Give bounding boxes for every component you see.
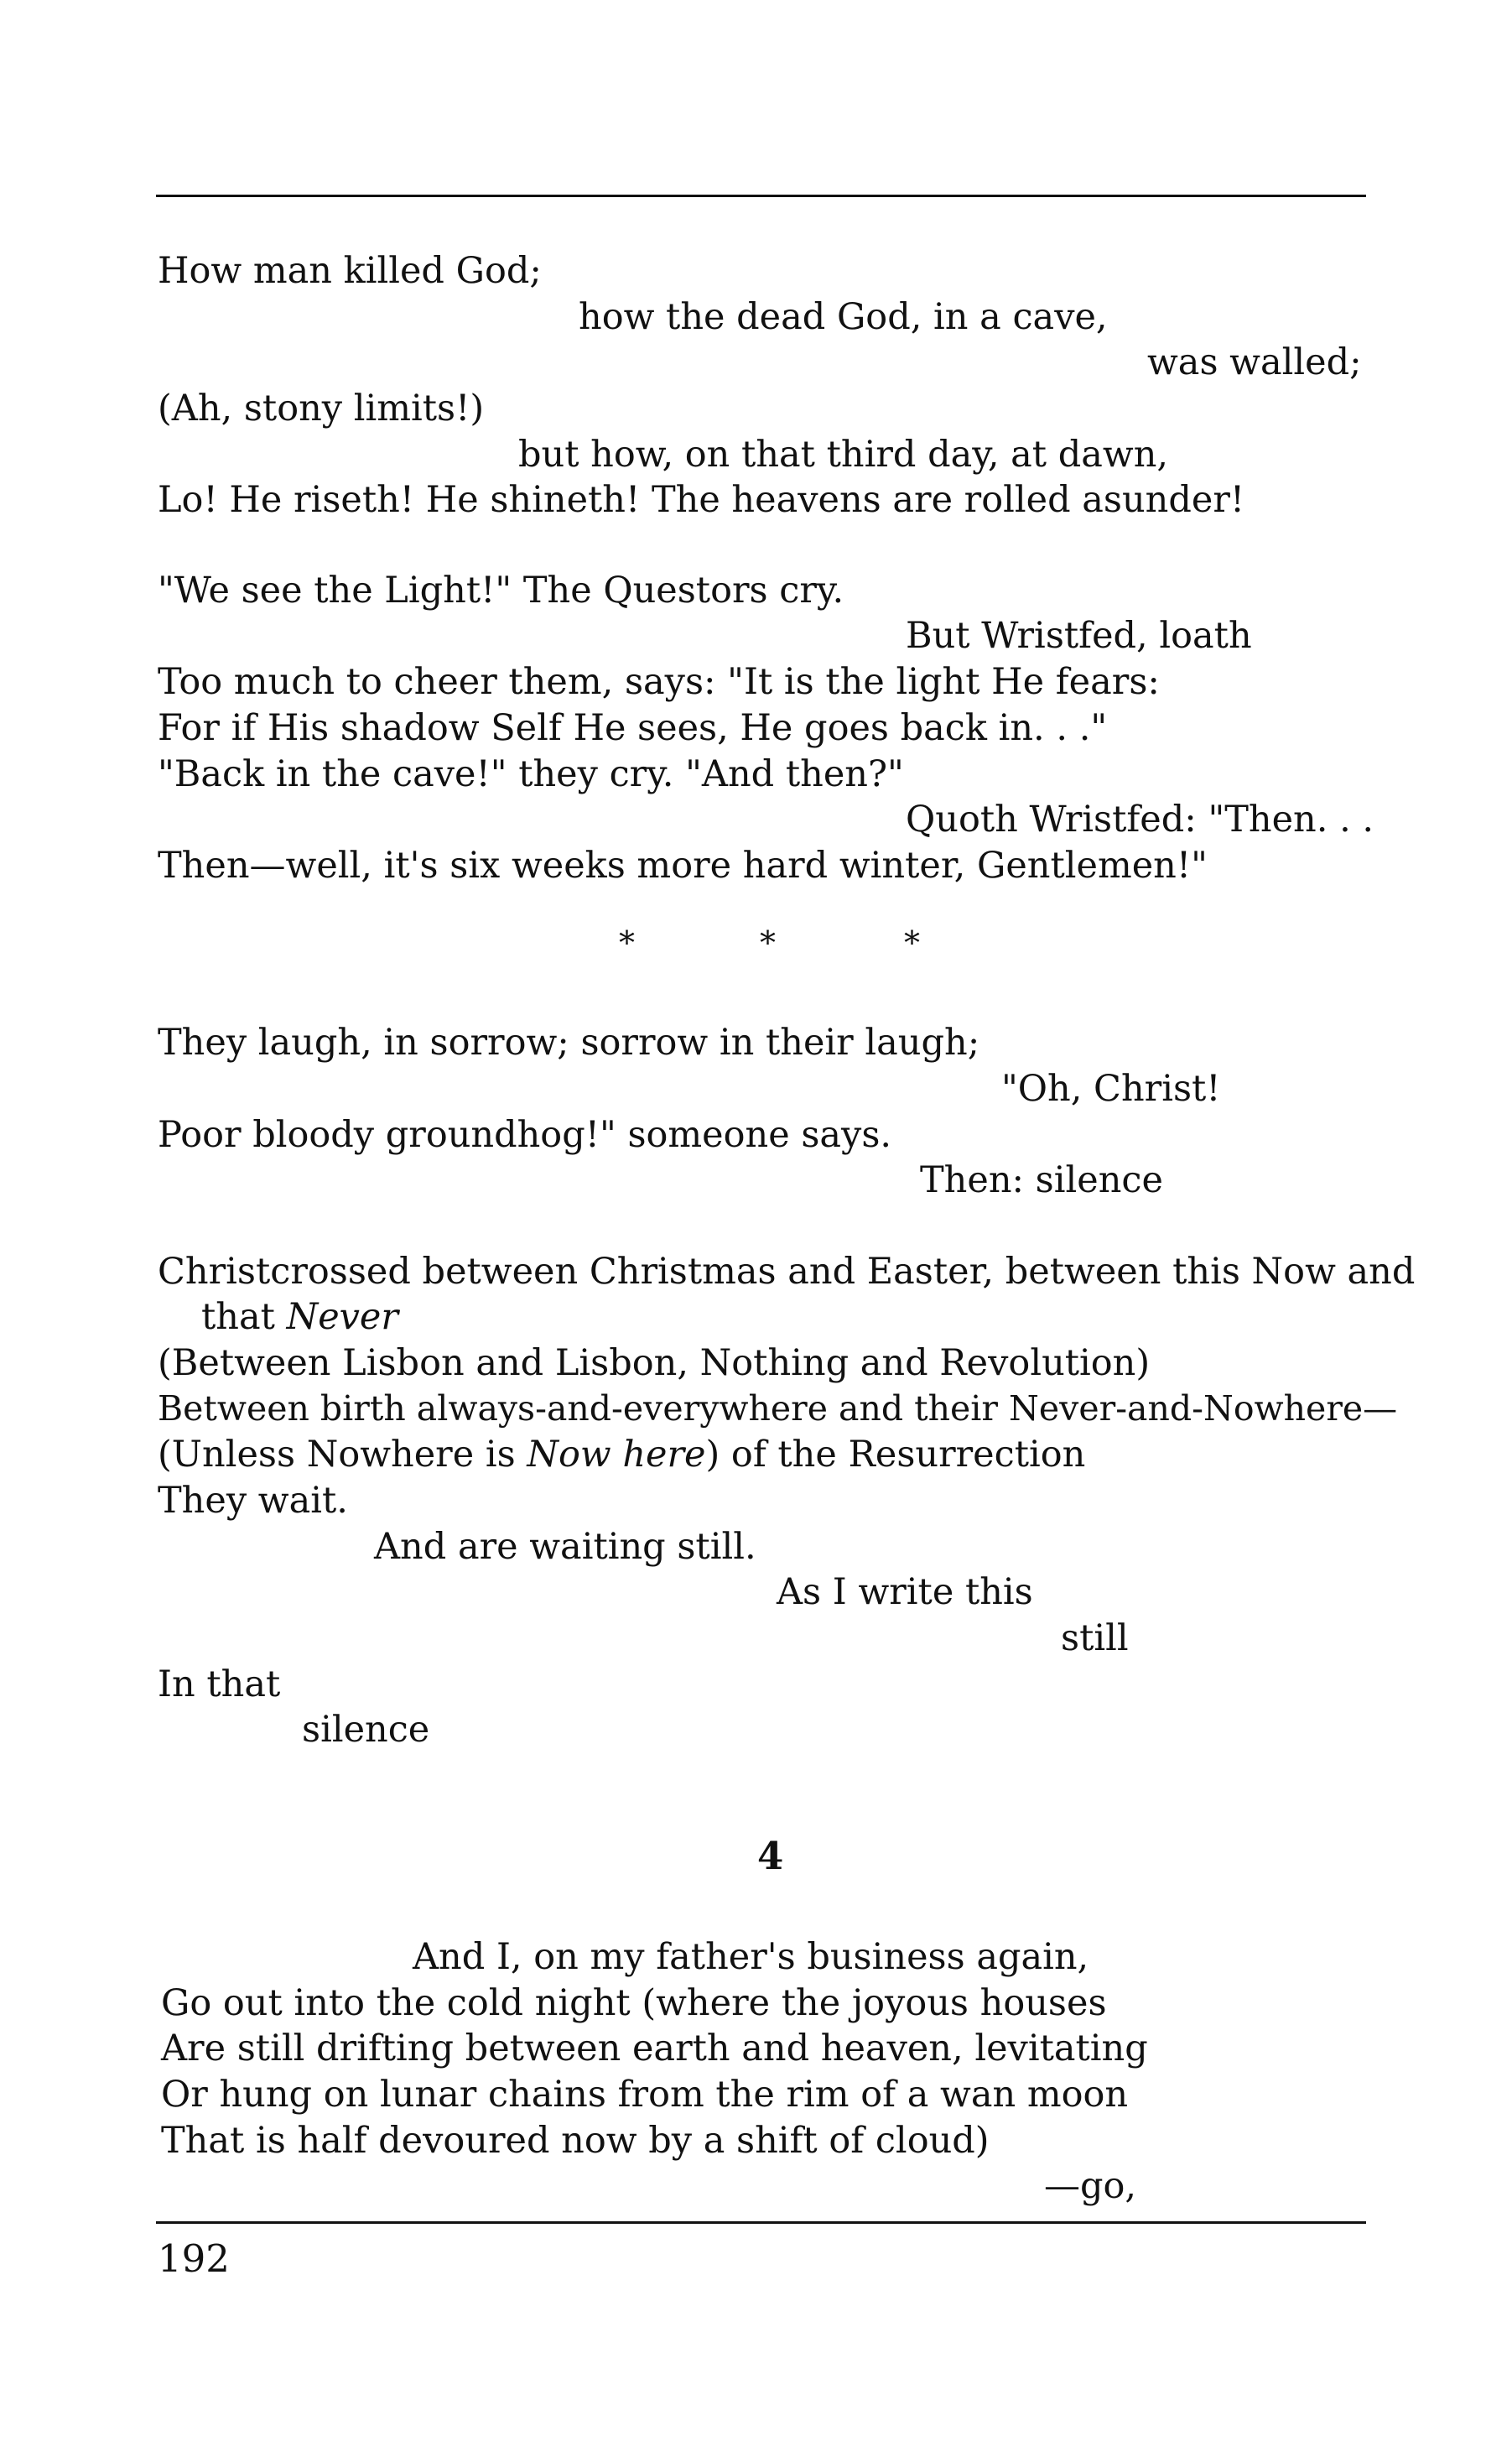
poem-line: Too much to cheer them, says: "It is the light He fears:: [158, 661, 1160, 703]
poem-line: As I write this: [777, 1571, 1033, 1613]
poem-line: They laugh, in sorrow; sorrow in their laugh;: [158, 1022, 980, 1064]
poem-line: but how, on that third day, at dawn,: [518, 434, 1169, 476]
poem-line: (Between Lisbon and Lisbon, Nothing and Revolution): [158, 1342, 1151, 1384]
poem-line: "We see the Light!" The Questors cry.: [158, 570, 844, 612]
poem-line: How man killed God;: [158, 250, 542, 292]
section-number: 4: [757, 1834, 784, 1878]
poem-line: how the dead God, in a cave,: [579, 296, 1108, 338]
poem-line: "Back in the cave!" they cry. "And then?": [158, 753, 904, 795]
page-number: 192: [158, 2236, 230, 2281]
poem-line: Then—well, it's six weeks more hard winter, Gentlemen!": [158, 845, 1208, 887]
poem-line: "Oh, Christ!: [1001, 1068, 1221, 1110]
poem-line: Quoth Wristfed: "Then. . .: [906, 799, 1374, 841]
italic-word: Never: [286, 1296, 398, 1338]
italic-phrase: Now here: [527, 1434, 706, 1476]
poem-line: silence: [302, 1709, 430, 1751]
poem-line: They wait.: [158, 1480, 348, 1522]
poem-line: Between birth always-and-everywhere and their Never-and-Nowhere—: [158, 1388, 1398, 1429]
poem-line: Christcrossed between Christmas and Easter, between this Now and: [158, 1251, 1416, 1293]
separator-asterisk: *: [760, 924, 776, 961]
poem-line: —go,: [1044, 2165, 1137, 2207]
poem-line: still: [1061, 1617, 1129, 1659]
poem-line: was walled;: [1147, 341, 1362, 383]
top-rule: [156, 195, 1366, 197]
separator-asterisk: *: [904, 924, 920, 961]
poem-line: And I, on my father's business again,: [413, 1936, 1089, 1978]
poem-line: For if His shadow Self He sees, He goes back in. . .": [158, 707, 1108, 749]
separator-asterisk: *: [619, 924, 635, 961]
poem-line: Poor bloody groundhog!" someone says.: [158, 1114, 892, 1156]
poem-line: [158, 1434, 1086, 1476]
bottom-rule: [156, 2221, 1366, 2224]
line-text: ) of the Resurrection: [705, 1434, 1086, 1476]
line-text: (Unless Nowhere is: [158, 1434, 527, 1476]
line-text: that: [201, 1296, 287, 1338]
poem-line: Or hung on lunar chains from the rim of a wan moon: [161, 2074, 1129, 2116]
poem-line: Are still drifting between earth and heaven, levitating: [161, 2028, 1148, 2069]
poem-line: And are waiting still.: [374, 1526, 756, 1568]
poem-line: [201, 1296, 398, 1338]
poem-line: In that: [158, 1663, 281, 1705]
poem-line: (Ah, stony limits!): [158, 388, 485, 429]
poem-line: But Wristfed, loath: [906, 615, 1252, 657]
poem-line: Go out into the cold night (where the joyous houses: [161, 1982, 1107, 2024]
poem-line: Lo! He riseth! He shineth! The heavens are rolled asunder!: [158, 479, 1245, 521]
poem-line: Then: silence: [920, 1159, 1163, 1201]
poem-line: That is half devoured now by a shift of cloud): [161, 2120, 990, 2162]
